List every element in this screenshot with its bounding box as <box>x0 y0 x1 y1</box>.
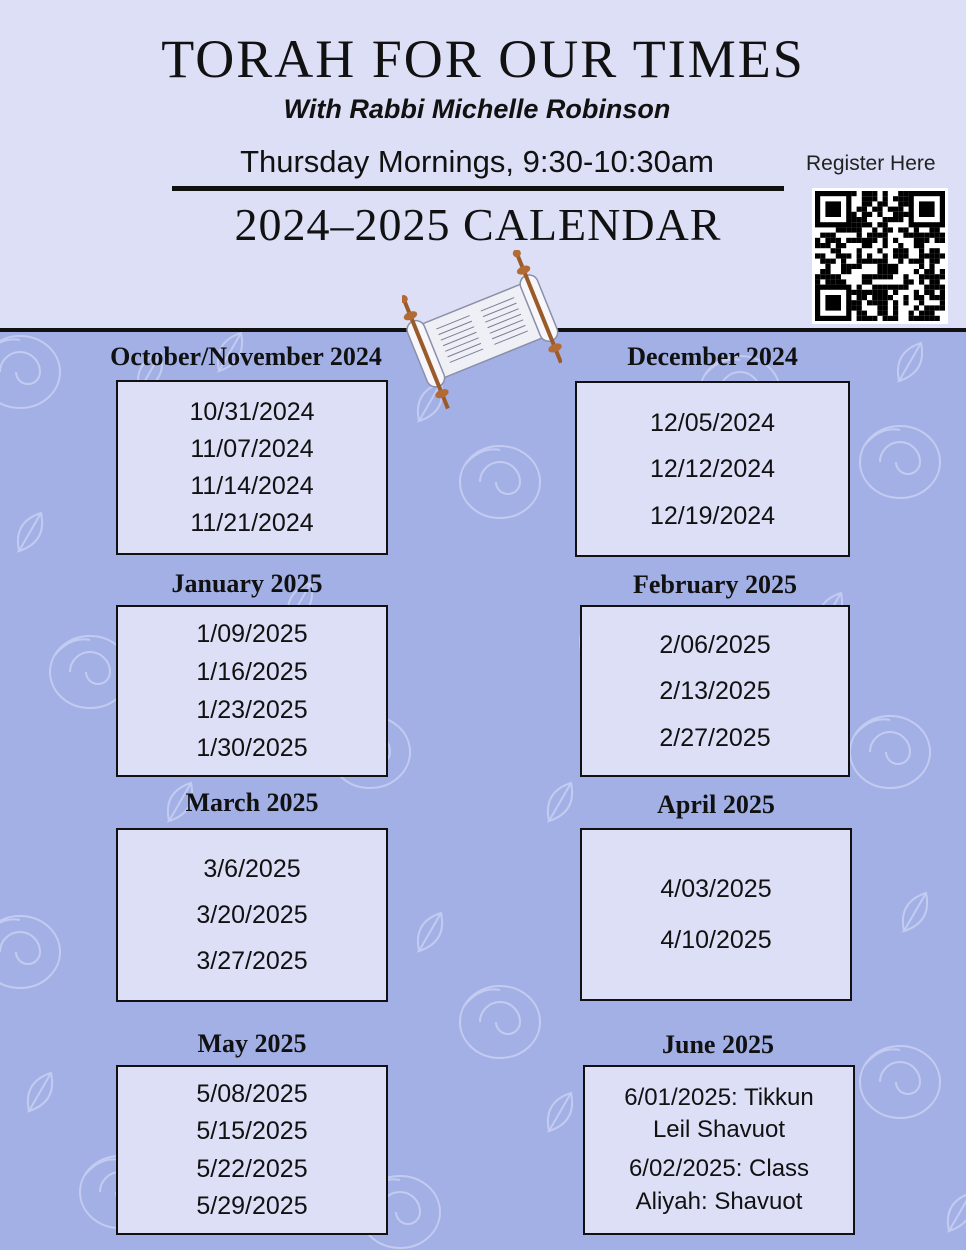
date-item: 3/20/2025 <box>196 901 308 929</box>
schedule-text: Thursday Mornings, 9:30-10:30am <box>240 144 714 179</box>
date-box-oct-nov <box>116 380 388 555</box>
calendar-title: 2024–2025 CALENDAR <box>234 199 722 250</box>
date-box-december <box>575 381 850 557</box>
date-item: 10/31/2024 <box>189 398 315 426</box>
month-title-oct-nov: October/November 2024 <box>110 342 382 371</box>
month-title-april: April 2025 <box>657 790 775 819</box>
date-item: 1/23/2025 <box>196 696 308 724</box>
date-item: 3/27/2025 <box>196 947 308 975</box>
date-item: 5/22/2025 <box>196 1154 308 1183</box>
date-item: 2/06/2025 <box>659 630 771 659</box>
date-item: 5/15/2025 <box>196 1117 308 1146</box>
date-item: 1/09/2025 <box>196 620 308 648</box>
date-item: 6/01/2025: Tikkun Leil Shavuot <box>624 1083 814 1144</box>
date-box-april <box>580 828 852 1001</box>
date-item: 5/29/2025 <box>196 1192 308 1221</box>
month-title-may: May 2025 <box>197 1029 307 1058</box>
date-item: 3/6/2025 <box>203 855 301 883</box>
date-item: 4/03/2025 <box>660 874 772 903</box>
subtitle: With Rabbi Michelle Robinson <box>283 94 671 124</box>
date-item: 12/05/2024 <box>649 408 776 437</box>
date-box-february <box>580 605 850 777</box>
date-item: 1/30/2025 <box>196 734 308 762</box>
date-item: 11/21/2024 <box>190 509 314 537</box>
date-item: 2/13/2025 <box>659 677 771 705</box>
date-box-may <box>116 1065 388 1235</box>
main-title: TORAH FOR OUR TIMES <box>161 29 805 89</box>
register-label: Register Here <box>806 152 936 175</box>
date-box-june <box>583 1065 855 1235</box>
date-item: 11/14/2024 <box>190 472 314 500</box>
qr-code-icon[interactable] <box>812 188 948 324</box>
month-title-january: January 2025 <box>171 569 323 598</box>
month-title-june: June 2025 <box>662 1030 774 1059</box>
divider-rule <box>172 186 784 191</box>
date-item: 1/16/2025 <box>196 658 308 686</box>
month-title-february: February 2025 <box>633 570 797 599</box>
date-item: 5/08/2025 <box>196 1079 308 1108</box>
date-item: 11/07/2024 <box>190 435 314 463</box>
date-box-march <box>116 828 388 1002</box>
date-item: 4/10/2025 <box>660 926 772 955</box>
date-item: 12/12/2024 <box>649 455 776 483</box>
date-item: 6/02/2025: Class Aliyah: Shavuot <box>628 1155 810 1215</box>
month-title-march: March 2025 <box>185 788 319 817</box>
month-title-december: December 2024 <box>627 342 798 371</box>
torah-scroll-icon <box>402 250 562 410</box>
date-item: 12/19/2024 <box>649 501 776 530</box>
date-box-january <box>116 605 388 777</box>
date-item: 2/27/2025 <box>659 723 771 752</box>
